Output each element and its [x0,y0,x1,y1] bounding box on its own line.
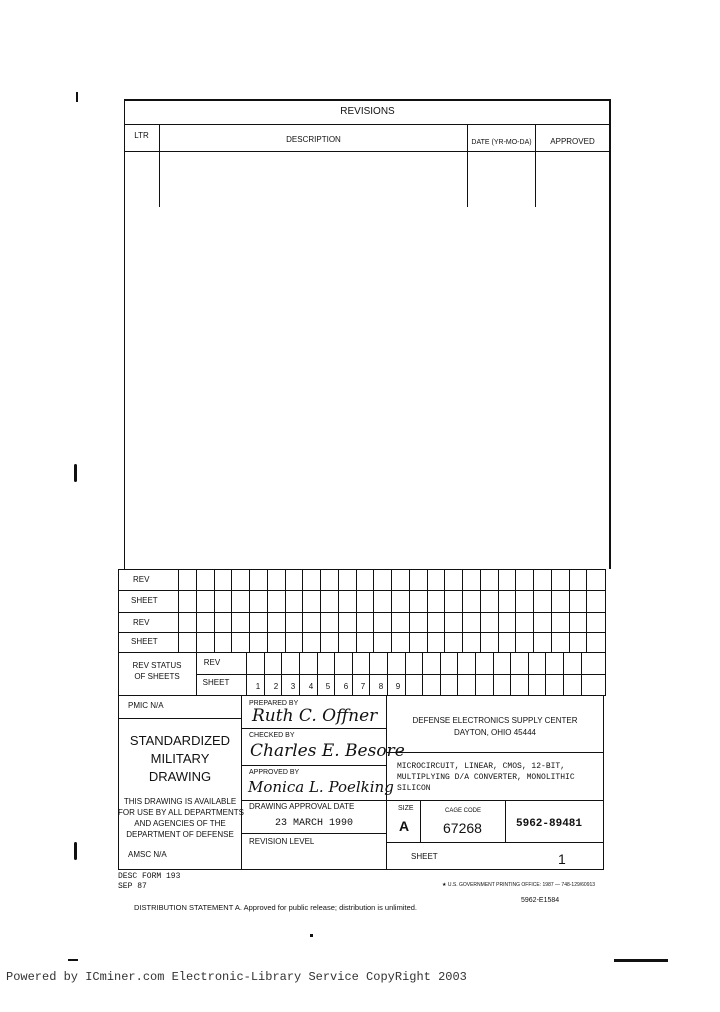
standardized-text: STANDARDIZED [129,733,231,748]
title-line-2: MULTIPLYING D/A CONVERTER, MONOLITHIC [397,773,575,782]
rev-status-line1: REV STATUS [132,661,182,670]
sheet-value: 1 [558,851,566,867]
rev-status-line2: OF SHEETS [134,672,180,681]
distribution-statement: DISTRIBUTION STATEMENT A. Approved for public release; distribution is unlimited. [134,903,418,912]
form-date: SEP 87 [118,882,147,891]
availability-line-4: DEPARTMENT OF DEFENSE [126,830,234,839]
rev-row-3-label: REV [203,658,221,667]
rev-row-2-label: REV [133,618,150,627]
sheet-number-cell: 6 [343,682,349,691]
scan-mark [76,92,78,102]
agency-address: DAYTON, OHIO 45444 [454,728,536,737]
title-line-3: SILICON [397,784,431,793]
scan-mark [74,842,77,860]
description-header: DESCRIPTION [286,135,341,144]
scan-mark [68,959,78,961]
sheet-label: SHEET [411,852,438,861]
sheet-row-1-label: SHEET [131,596,158,605]
checked-by-label: CHECKED BY [249,732,295,739]
approved-signature: Monica L. Poelking [248,778,394,796]
availability-line-2: FOR USE BY ALL DEPARTMENTS [118,808,244,817]
document-number: 5962-89481 [516,818,583,830]
approved-by-label: APPROVED BY [249,769,300,776]
availability-line-1: THIS DRAWING IS AVAILABLE [123,797,237,806]
size-value: A [399,818,410,834]
date-header: DATE (YR-MO-DA) [471,139,532,146]
sheet-row-3-label: SHEET [202,678,230,687]
military-text: MILITARY [150,751,210,766]
cage-code-label: CAGE CODE [445,808,482,814]
approval-date-label: DRAWING APPROVAL DATE [249,802,355,811]
rev-row-1-label: REV [133,575,150,584]
gpo-notice: ★ U.S. GOVERNMENT PRINTING OFFICE: 1987 — 748-129/60913 [442,882,596,888]
prepared-by-label: PREPARED BY [249,700,299,707]
agency-name: DEFENSE ELECTRONICS SUPPLY CENTER [412,716,578,725]
form-code: 5962-E1584 [521,897,560,904]
sheet-number-cell: 2 [273,682,279,691]
drawing-text: DRAWING [148,769,212,784]
approval-date-value: 23 MARCH 1990 [274,818,353,829]
sheet-number-cell: 5 [325,682,331,691]
revisions-title: REVISIONS [340,106,395,117]
title-line-1: MICROCIRCUIT, LINEAR, CMOS, 12-BIT, [397,762,566,771]
sheet-number-cell: 8 [378,682,384,691]
pmic-label: PMIC N/A [128,701,164,710]
scan-mark [614,959,668,962]
watermark-text: Powered by ICminer.com Electronic-Library Service CopyRight 2003 [6,970,467,984]
availability-line-3: AND AGENCIES OF THE [134,819,226,828]
sheet-number-cell: 3 [290,682,296,691]
revision-level-label: REVISION LEVEL [249,837,315,846]
form-number: DESC FORM 193 [118,872,181,881]
scan-mark [74,464,77,482]
ltr-header: LTR [134,131,149,140]
size-label: SIZE [398,805,414,812]
approved-header: APPROVED [550,137,595,146]
prepared-signature: Ruth C. Offner [252,706,378,726]
amsc-label: AMSC N/A [128,850,167,859]
sheet-number-cell: 7 [360,682,366,691]
sheet-number-cell: 4 [308,682,314,691]
sheet-number-cell: 1 [255,682,261,691]
sheet-number-cell: 9 [395,682,401,691]
checked-signature: Charles E. Besore [250,741,405,761]
scan-mark [310,934,313,937]
sheet-row-2-label: SHEET [131,637,158,646]
cage-code-value: 67268 [443,820,482,836]
